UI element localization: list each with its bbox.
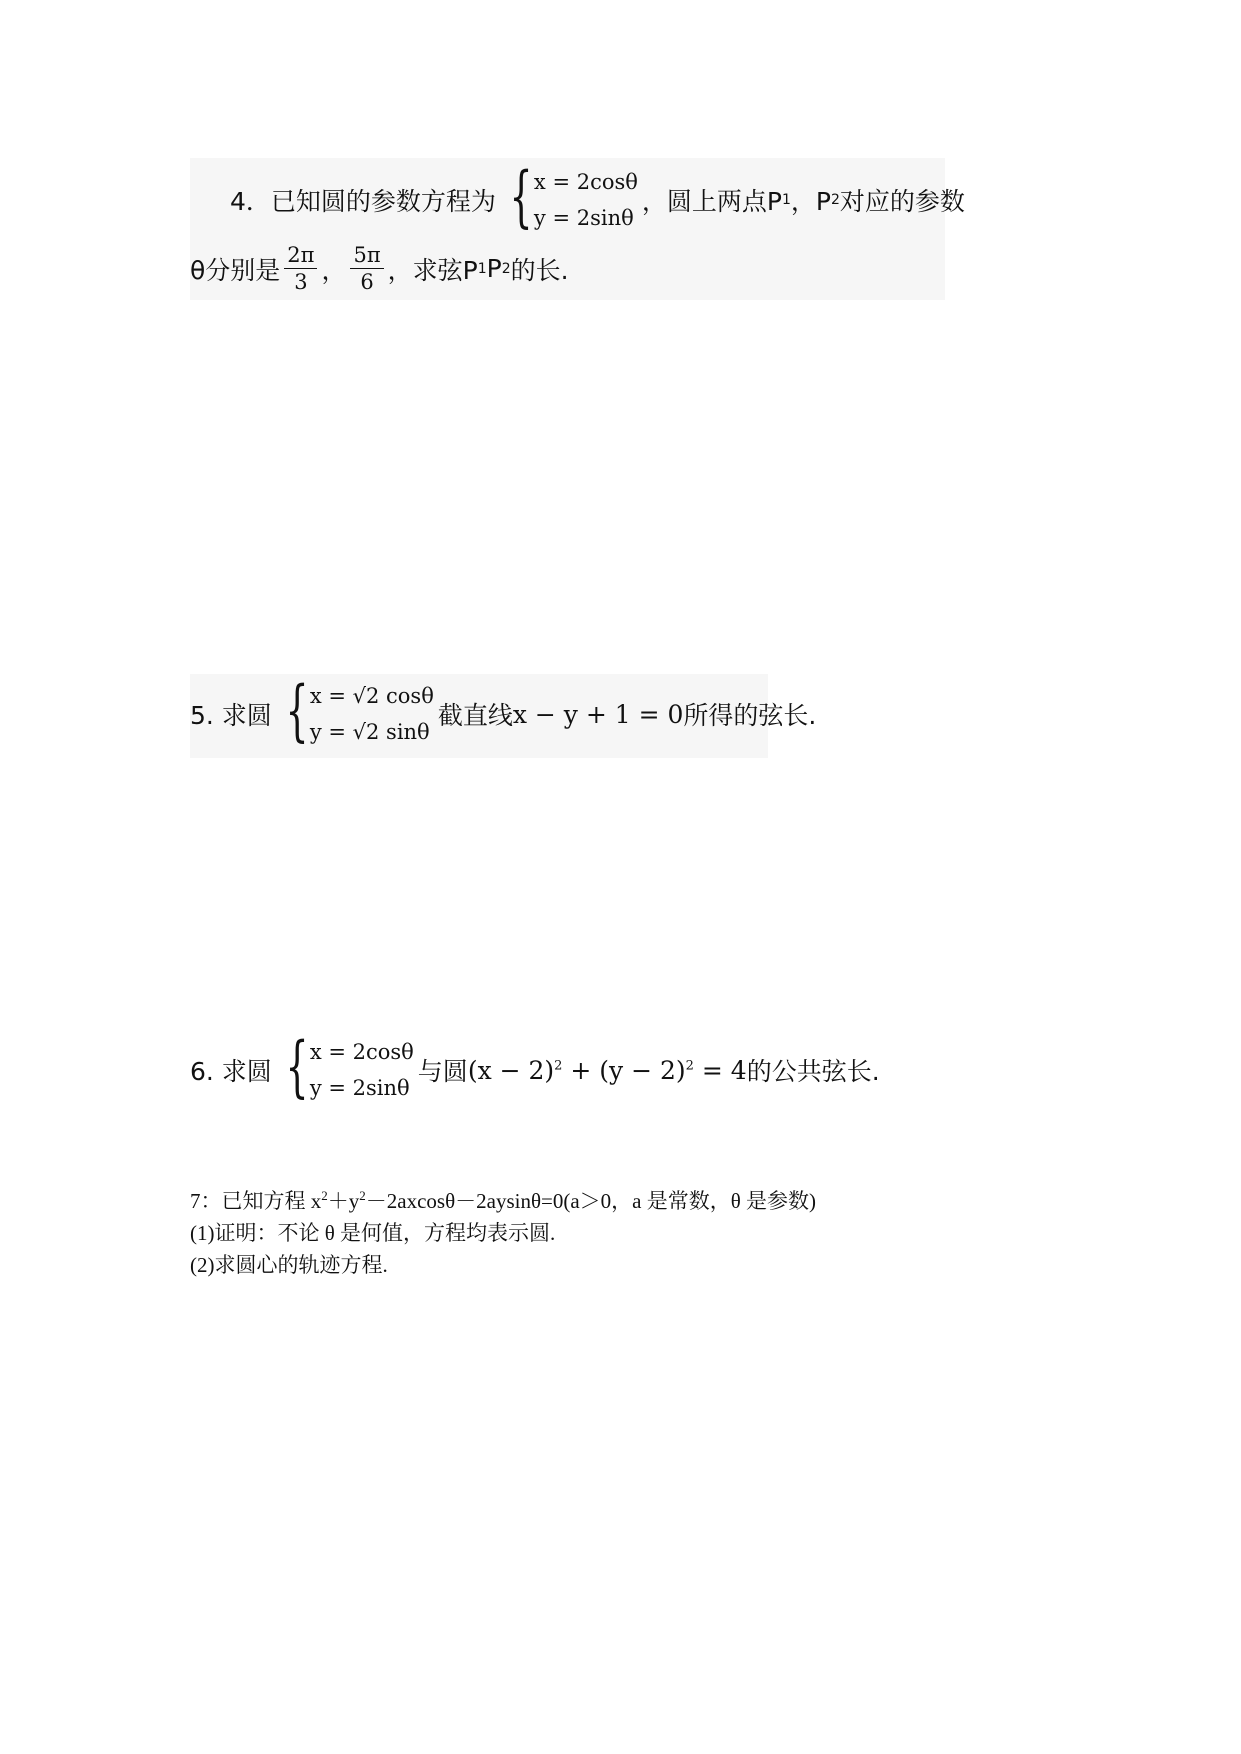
problem-4-line2-suffix: 的长.	[510, 255, 569, 285]
problem-4-line-2	[190, 242, 569, 295]
subscript: 1	[781, 192, 791, 208]
problem-7	[190, 1180, 990, 1281]
p-letter: P	[486, 254, 502, 283]
left-brace: {	[285, 1028, 309, 1105]
numerator: 5π	[350, 242, 383, 269]
numerator: 2π	[284, 242, 317, 269]
exponent: 2	[321, 1188, 328, 1203]
problem-5	[190, 672, 817, 758]
equation-y: y = √2 sinθ	[309, 720, 430, 744]
parametric-system	[276, 672, 434, 750]
problem-7-line-3: (2)求圆心的轨迹方程.	[190, 1253, 388, 1277]
problem-7-line-2: (1)证明：不论 θ 是何值，方程均表示圆.	[190, 1221, 556, 1245]
subscript: 2	[501, 260, 511, 277]
problem-4-line-1	[230, 158, 965, 236]
problem-5-suffix2: 所得的弦长.	[683, 701, 817, 730]
subscript: 2	[830, 192, 840, 208]
text: －2axcosθ－2aysinθ=0(a＞0，a 是常数，θ 是参数)	[365, 1189, 817, 1213]
parametric-system	[276, 1028, 414, 1106]
circle-term-3: = 4	[693, 1055, 747, 1085]
left-brace: {	[509, 158, 533, 235]
comma: ，	[321, 255, 347, 285]
problem-4-suffix: 对应的参数	[839, 187, 965, 216]
exponent: 2	[554, 1058, 563, 1074]
problem-4-line2-prefix: θ分别是	[190, 255, 281, 285]
problem-4-mid2: ，P	[790, 187, 831, 216]
exponent: 2	[359, 1188, 366, 1203]
circle-term-2: + (y − 2)	[562, 1055, 686, 1085]
equation-x: x = 2cosθ	[309, 1040, 414, 1064]
parametric-system	[500, 158, 638, 236]
text: 7：已知方程 x	[190, 1189, 322, 1213]
problem-6	[190, 1028, 880, 1114]
equation-y: y = 2sinθ	[533, 206, 634, 230]
problem-4-line2-mid: ，求弦P	[387, 255, 478, 285]
problem-4-prefix: 4．已知圆的参数方程为	[230, 187, 496, 216]
equation-y: y = 2sinθ	[309, 1076, 410, 1100]
problem-6-mid: 与圆	[417, 1057, 468, 1086]
text: ＋y	[327, 1189, 360, 1213]
circle-equation	[468, 1056, 747, 1085]
left-brace: {	[285, 672, 309, 749]
equation-x: x = √2 cosθ	[309, 684, 434, 708]
problem-5-suffix1: 截直线	[437, 701, 513, 730]
problem-6-suffix: 的公共弦长.	[746, 1057, 880, 1086]
denominator: 3	[294, 270, 308, 294]
line-equation: x − y + 1 = 0	[512, 699, 684, 729]
subscript: 1	[477, 260, 487, 277]
fraction-2pi-3	[284, 242, 317, 295]
equation-x: x = 2cosθ	[533, 170, 638, 194]
fraction-5pi-6	[350, 242, 383, 295]
denominator: 6	[360, 270, 374, 294]
problem-4-mid: ，圆上两点P	[641, 187, 782, 216]
problem-4	[190, 158, 965, 300]
problem-6-line	[190, 1028, 880, 1106]
circle-term-1: (x − 2)	[467, 1055, 555, 1085]
problem-7-line-1	[190, 1180, 990, 1217]
problem-5-prefix: 5. 求圆	[190, 701, 272, 730]
problem-5-line	[190, 672, 817, 750]
exponent: 2	[685, 1058, 694, 1074]
problem-6-prefix: 6. 求圆	[190, 1057, 272, 1086]
